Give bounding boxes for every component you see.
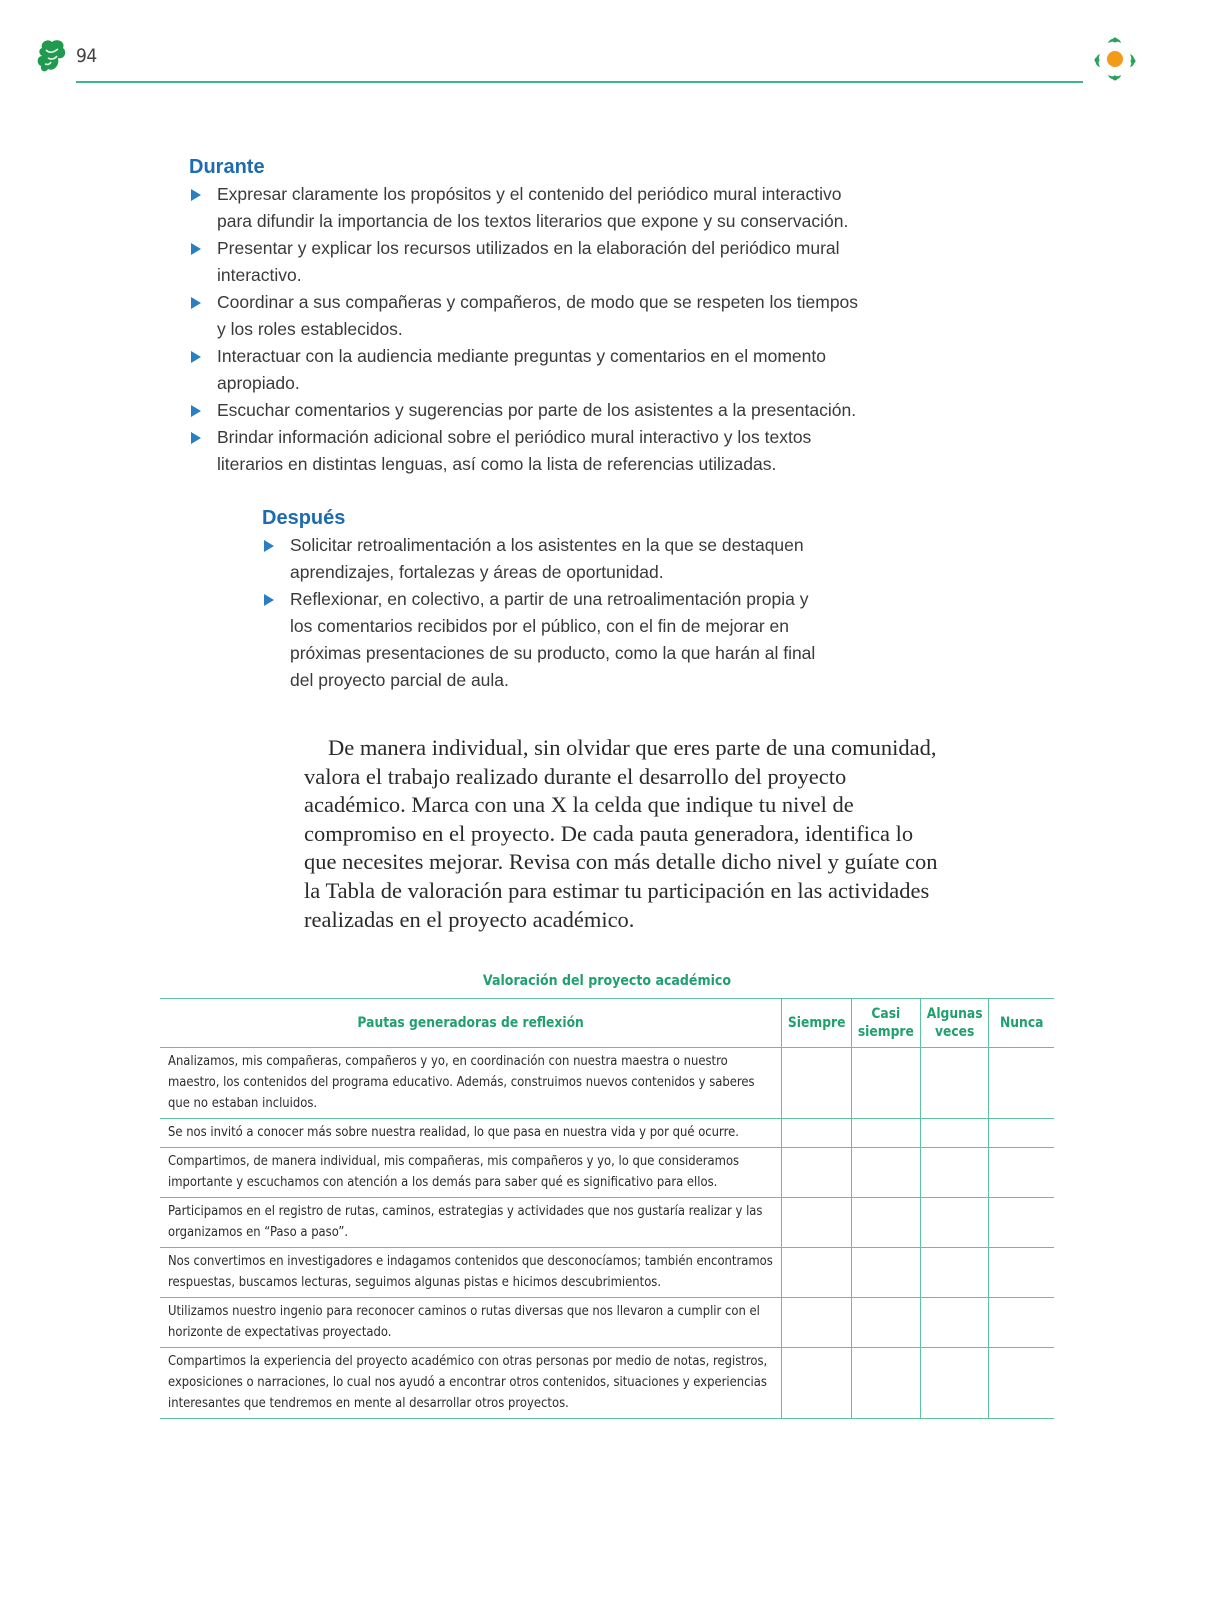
mark-cell-nunca[interactable] [989,1248,1055,1298]
table-row [160,1148,1054,1198]
list-item: Interactuar con la audiencia mediante preguntas y comentarios en el momento apropiado. [189,343,869,397]
header-nunca: Nunca [989,999,1055,1048]
table-row [160,1248,1054,1298]
mark-cell-algunas-veces[interactable] [920,1148,988,1198]
mark-cell-nunca[interactable] [989,1148,1055,1198]
bullet-arrow-icon [264,540,274,552]
bullet-arrow-icon [191,189,201,201]
list-item: Expresar claramente los propósitos y el contenido del periódico mural interactivo para difundir la importancia de los textos literarios que expone y su conservación. [189,181,869,235]
mark-cell-casi-siempre[interactable] [851,1348,920,1419]
pauta-cell: Participamos en el registro de rutas, caminos, estrategias y actividades que nos gustaría realizar y las organizamos en “Paso a paso”. [160,1198,781,1248]
durante-list [189,181,869,478]
mark-cell-nunca[interactable] [989,1298,1055,1348]
pauta-cell: Se nos invitó a conocer más sobre nuestra realidad, lo que pasa en nuestra vida y por qué ocurre. [160,1119,781,1148]
table-row [160,1048,1054,1119]
despues-heading: Después [262,507,346,529]
bullet-arrow-icon [264,594,274,606]
mark-cell-algunas-veces[interactable] [920,1248,988,1298]
pauta-cell: Utilizamos nuestro ingenio para reconocer caminos o rutas diversas que nos llevaron a cumplir con el horizonte de expectativas proyectado. [160,1298,781,1348]
mark-cell-nunca[interactable] [989,1048,1055,1119]
pauta-cell: Compartimos la experiencia del proyecto académico con otras personas por medio de notas, registros, exposiciones o narraciones, lo cual nos ayudó a encontrar otros contenidos, situaciones y experiencias interesantes que tendremos en mente al desarrollar otros proyectos. [160,1348,781,1419]
pauta-cell: Compartimos, de manera individual, mis compañeras, mis compañeros y yo, lo que consideramos importante y escuchamos con atención a los demás para saber qué es significativo para ellos. [160,1148,781,1198]
mark-cell-casi-siempre[interactable] [851,1248,920,1298]
table-title: Valoración del proyecto académico [482,973,732,989]
mark-cell-nunca[interactable] [989,1119,1055,1148]
mark-cell-siempre[interactable] [781,1248,851,1298]
header-pautas: Pautas generadoras de reflexión [160,999,781,1048]
bullet-arrow-icon [191,351,201,363]
pauta-cell: Analizamos, mis compañeras, compañeros y yo, en coordinación con nuestra maestra o nuestro maestro, los contenidos del programa educativo. Además, construimos nuevos contenidos y saberes que no estaban incluidos. [160,1048,781,1119]
bullet-arrow-icon [191,405,201,417]
instructions-paragraph: De manera individual, sin olvidar que eres parte de una comunidad, valora el trabajo realizado durante el desarrollo del proyecto académico. Marca con una X la celda que indique tu nivel de compromiso en el proyecto. De cada pauta generadora, identifica lo que necesites mejorar. Revisa con más detalle dicho nivel y guíate con la Tabla de valoración para estimar tu participación en las actividades realizadas en el proyecto académico. [304,735,938,932]
table-row [160,1348,1054,1419]
list-item: Escuchar comentarios y sugerencias por parte de los asistentes a la presentación. [189,397,869,424]
mark-cell-siempre[interactable] [781,1148,851,1198]
mark-cell-siempre[interactable] [781,1298,851,1348]
mark-cell-casi-siempre[interactable] [851,1198,920,1248]
header-divider [76,81,1083,83]
header-siempre: Siempre [781,999,851,1048]
mark-cell-algunas-veces[interactable] [920,1119,988,1148]
list-item: Solicitar retroalimentación a los asistentes en la que se destaquen aprendizajes, fortalezas y áreas de oportunidad. [262,532,828,586]
bullet-arrow-icon [191,432,201,444]
mark-cell-algunas-veces[interactable] [920,1298,988,1348]
colored-flower-emblem-icon [1088,34,1142,84]
mark-cell-algunas-veces[interactable] [920,1048,988,1119]
mark-cell-siempre[interactable] [781,1119,851,1148]
table-row [160,1298,1054,1348]
mark-cell-casi-siempre[interactable] [851,1148,920,1198]
mark-cell-siempre[interactable] [781,1348,851,1419]
mark-cell-siempre[interactable] [781,1198,851,1248]
mark-cell-algunas-veces[interactable] [920,1198,988,1248]
assessment-table [160,998,1054,1419]
list-item: Reflexionar, en colectivo, a partir de una retroalimentación propia y los comentarios recibidos por el público, con el fin de mejorar en próximas presentaciones de su producto, como la que harán al final del proyecto parcial de aula. [262,586,828,694]
mark-cell-algunas-veces[interactable] [920,1348,988,1419]
header-casi-siempre: Casi siempre [851,999,920,1048]
pauta-cell: Nos convertimos en investigadores e indagamos contenidos que desconocíamos; también encontramos respuestas, buscamos lecturas, seguimos algunas pistas e hicimos descubrimientos. [160,1248,781,1298]
mark-cell-casi-siempre[interactable] [851,1298,920,1348]
bullet-arrow-icon [191,297,201,309]
despues-list [262,532,828,694]
table-header-row [160,999,1054,1048]
bullet-arrow-icon [191,243,201,255]
page-number: 94 [76,45,97,67]
list-item: Presentar y explicar los recursos utilizados en la elaboración del periódico mural interactivo. [189,235,869,289]
mark-cell-siempre[interactable] [781,1048,851,1119]
page-header [0,0,1214,90]
mark-cell-nunca[interactable] [989,1348,1055,1419]
green-leaf-logo-icon [36,38,68,74]
table-row [160,1198,1054,1248]
list-item: Brindar información adicional sobre el periódico mural interactivo y los textos literarios en distintas lenguas, así como la lista de referencias utilizadas. [189,424,869,478]
mark-cell-nunca[interactable] [989,1198,1055,1248]
durante-heading: Durante [189,156,265,178]
header-algunas-veces: Algunas veces [920,999,988,1048]
mark-cell-casi-siempre[interactable] [851,1119,920,1148]
table-row [160,1119,1054,1148]
mark-cell-casi-siempre[interactable] [851,1048,920,1119]
list-item: Coordinar a sus compañeras y compañeros, de modo que se respeten los tiempos y los roles establecidos. [189,289,869,343]
